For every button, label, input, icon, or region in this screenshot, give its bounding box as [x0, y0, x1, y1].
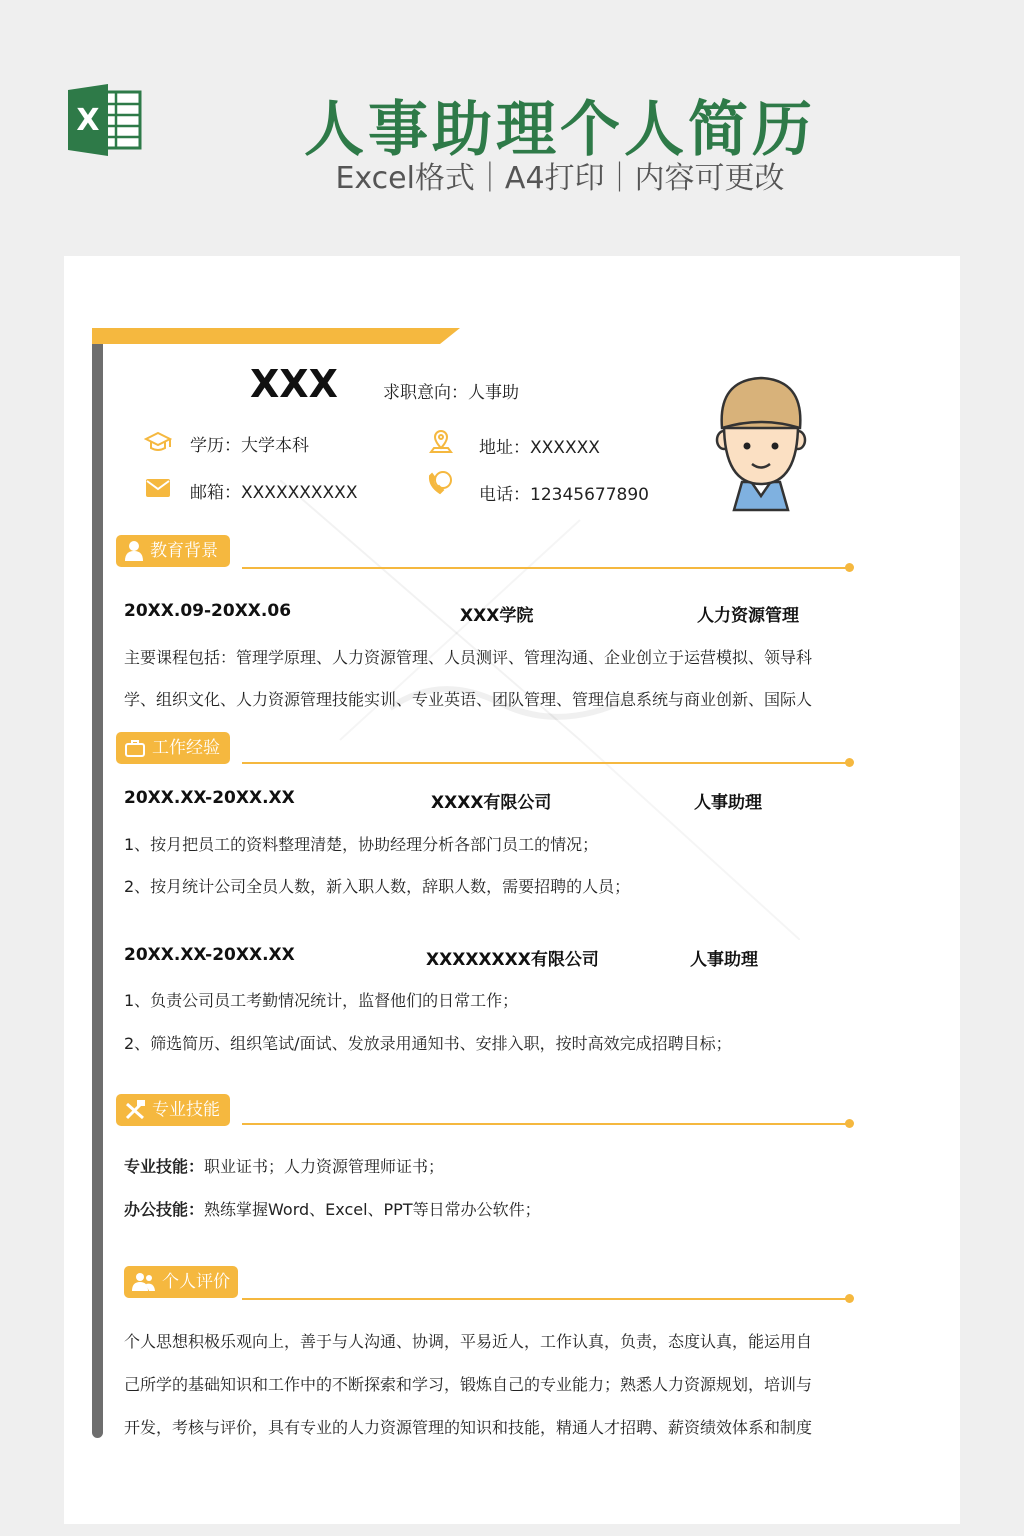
- job-2-position: 人事助理: [690, 950, 758, 970]
- location-pin-icon: [427, 428, 455, 456]
- section-work-tag: [116, 732, 230, 764]
- excel-logo-letter: X: [76, 103, 100, 138]
- email-info: 邮箱：XXXXXXXXXX: [190, 483, 358, 503]
- excel-icon: [66, 84, 144, 156]
- education-courses-line-1: 主要课程包括：管理学原理、人力资源管理、人员测评、管理沟通、企业创立于运营模拟、领导科: [124, 648, 813, 667]
- education-major: 人力资源管理: [697, 606, 799, 626]
- education-courses-line-2: 学、组织文化、人力资源管理技能实训、专业英语、团队管理、管理信息系统与商业创新、国际人: [124, 690, 813, 709]
- job-2-line-1: 1、负责公司员工考勤情况统计，监督他们的日常工作；: [124, 991, 519, 1010]
- left-accent-bar: [92, 328, 103, 1438]
- section-evaluation-line: [242, 1298, 848, 1300]
- evaluation-line-1: 个人思想积极乐观向上，善于与人沟通、协调，平易近人，工作认真，负责，态度认真，能运用自: [124, 1332, 813, 1351]
- graduation-cap-icon: [144, 428, 172, 456]
- section-education-dot: [845, 563, 854, 572]
- education-school: XXX学院: [460, 606, 534, 626]
- job-2-line-2: 2、筛选简历、组织笔试/面试、发放录用通知书、安排入职，按时高效完成招聘目标；: [124, 1034, 732, 1053]
- person-icon: [124, 540, 144, 562]
- people-icon: [132, 1272, 156, 1292]
- section-education-tag: [116, 535, 230, 567]
- skill-item-2-label: 办公技能：: [124, 1200, 205, 1219]
- section-education-line: [242, 567, 848, 569]
- job-1-line-2: 2、按月统计公司全员人数，新入职人数，辞职人数，需要招聘的人员；: [124, 877, 631, 896]
- section-skills-tag: [116, 1094, 230, 1126]
- job-1-date: 20XX.XX-20XX.XX: [124, 788, 295, 808]
- envelope-icon: [144, 474, 172, 502]
- page-subtitle: Excel格式｜A4打印｜内容可更改: [335, 161, 785, 196]
- cartoon-avatar-icon: [712, 372, 810, 512]
- section-education-title: 教育背景: [150, 541, 218, 561]
- skill-item-1-label: 专业技能：: [124, 1157, 205, 1176]
- phone-info: 电话：12345677890: [479, 485, 649, 505]
- job-intent: 求职意向：人事助: [383, 383, 519, 403]
- job-1-company: XXXX有限公司: [431, 793, 552, 813]
- watermark-lines: [280, 480, 800, 940]
- section-evaluation-tag: [124, 1266, 238, 1298]
- job-2-date: 20XX.XX-20XX.XX: [124, 945, 295, 965]
- phone-24h-icon: [427, 468, 455, 496]
- section-work-dot: [845, 758, 854, 767]
- skill-item-1: [124, 1154, 444, 1177]
- job-2-company: XXXXXXXX有限公司: [426, 950, 599, 970]
- skill-item-1-text: 职业证书；人力资源管理师证书；: [204, 1157, 445, 1176]
- section-skills-title: 专业技能: [152, 1100, 220, 1120]
- job-1-position: 人事助理: [694, 793, 762, 813]
- tools-icon: [124, 1099, 146, 1121]
- job-1-line-1: 1、按月把员工的资料整理清楚，协助经理分析各部门员工的情况；: [124, 835, 599, 854]
- evaluation-line-3: 开发，考核与评价，具有专业的人力资源管理的知识和技能，精通人才招聘、薪资绩效体系和制度: [124, 1418, 813, 1437]
- education-info: 学历：大学本科: [190, 436, 309, 456]
- section-evaluation-dot: [845, 1294, 854, 1303]
- section-skills-line: [242, 1123, 848, 1125]
- section-skills-dot: [845, 1119, 854, 1128]
- candidate-name: XXX: [250, 362, 338, 406]
- education-date: 20XX.09-20XX.06: [124, 601, 292, 621]
- page-title: 人事助理个人简历: [304, 95, 816, 165]
- skill-item-2: [124, 1197, 541, 1220]
- address-info: 地址：XXXXXX: [479, 438, 600, 458]
- section-work-line: [242, 762, 848, 764]
- top-accent-stripe: [92, 328, 462, 344]
- skill-item-2-text: 熟练掌握Word、Excel、PPT等日常办公软件；: [204, 1200, 541, 1219]
- briefcase-icon: [124, 738, 146, 758]
- evaluation-line-2: 己所学的基础知识和工作中的不断探索和学习，锻炼自己的专业能力；熟悉人力资源规划，培训与: [124, 1375, 813, 1394]
- section-evaluation-title: 个人评价: [162, 1272, 230, 1292]
- section-work-title: 工作经验: [152, 738, 220, 758]
